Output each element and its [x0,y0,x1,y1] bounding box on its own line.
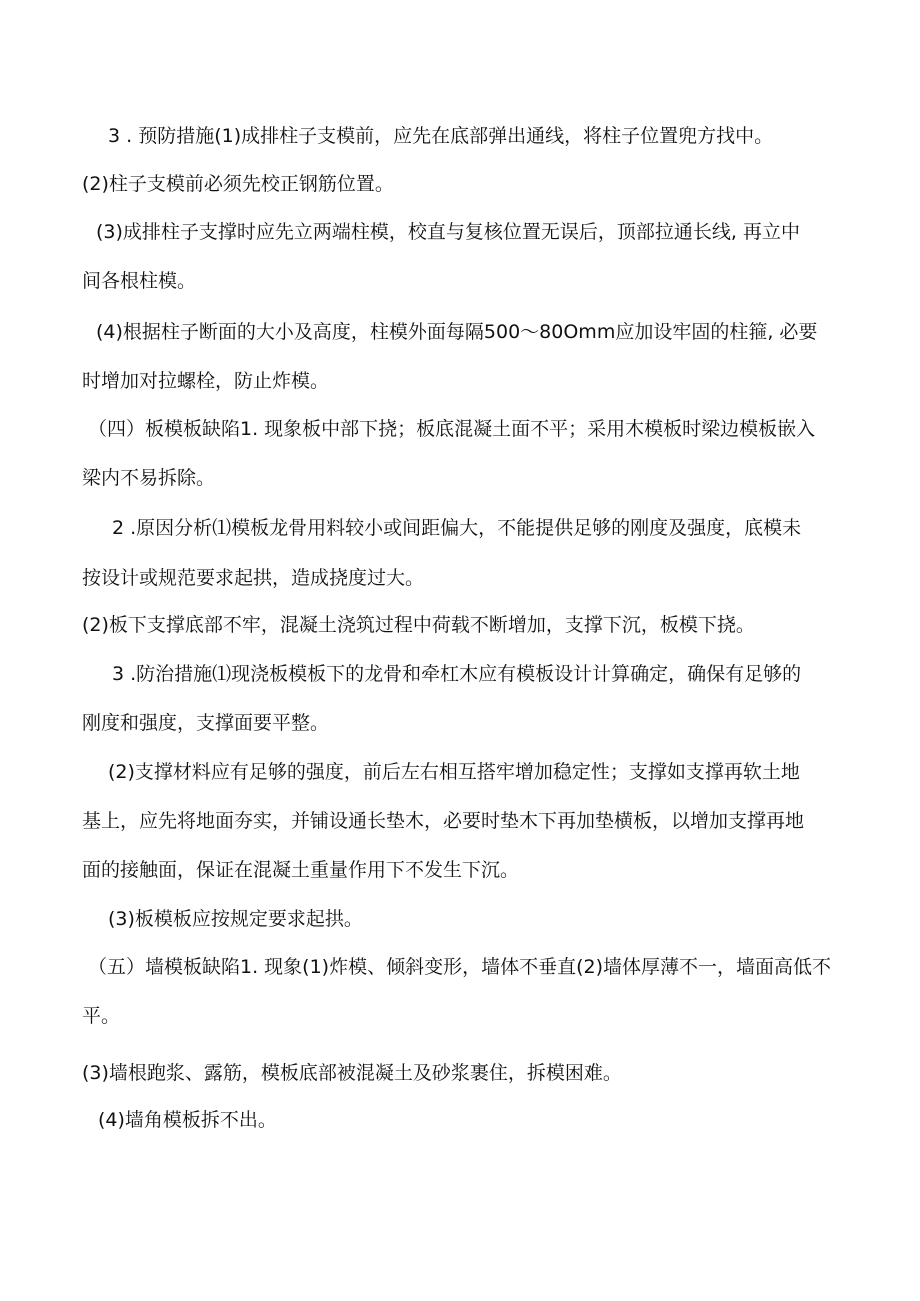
paragraph-line: (3)墙根跑浆、露筋，模板底部被混凝土及砂浆裹住，拆模困难。 [82,1062,622,1084]
paragraph-line: (2)支撑材料应有足够的强度，前后左右相互搭牢增加稳定性；支撑如支撑再软土地 [108,761,800,783]
paragraph-line: 平。 [82,1005,121,1027]
paragraph-line: （四）板模板缺陷1. 现象板中部下挠；板底混凝土面不平；采用木模板时梁边模板嵌入 [88,418,816,440]
paragraph-line: (3)板模板应按规定要求起拱。 [108,908,363,930]
paragraph-line: 3 . 预防措施(1)成排柱子支模前，应先在底部弹出通线，将柱子位置兜方找中。 [108,125,774,147]
paragraph-line: 面的接触面，保证在混凝土重量作用下不发生下沉。 [82,859,520,881]
paragraph-line: 按设计或规范要求起拱，造成挠度过大。 [82,567,425,589]
paragraph-line: 刚度和强度，支撑面要平整。 [82,712,330,734]
paragraph-line: 基上，应先将地面夯实，并铺设通长垫木，必要时垫木下再加垫横板，以增加支撑再地 [82,810,805,832]
paragraph-line: 梁内不易拆除。 [82,467,216,489]
paragraph-line: （五）墙模板缺陷1. 现象(1)炸模、倾斜变形，墙体不垂直(2)墙体厚薄不一，墙面高低不 [88,956,831,978]
paragraph-line: 间各根柱模。 [82,270,197,292]
paragraph-line: (3)成排柱子支撑时应先立两端柱模，校直与复核位置无误后，顶部拉通长线, 再立中 [96,221,800,243]
paragraph-line: 2 .原因分析⑴模板龙骨用料较小或间距偏大，不能提供足够的刚度及强度，底模未 [112,517,802,539]
paragraph-line: 3 .防治措施⑴现浇板模板下的龙骨和牵杠木应有模板设计计算确定，确保有足够的 [112,663,802,685]
paragraph-line: (2)柱子支模前必须先校正钢筋位置。 [82,173,394,195]
paragraph-line: (4)根据柱子断面的大小及高度，柱模外面每隔500〜80Omm应加设牢固的柱箍, 必要 [96,321,818,343]
paragraph-line: 时增加对拉螺栓，防止炸模。 [82,370,330,392]
paragraph-line: (4)墙角模板拆不出。 [98,1109,277,1131]
paragraph-line: (2)板下支撑底部不牢，混凝土浇筑过程中荷载不断增加，支撑下沉，板模下挠。 [82,614,755,636]
